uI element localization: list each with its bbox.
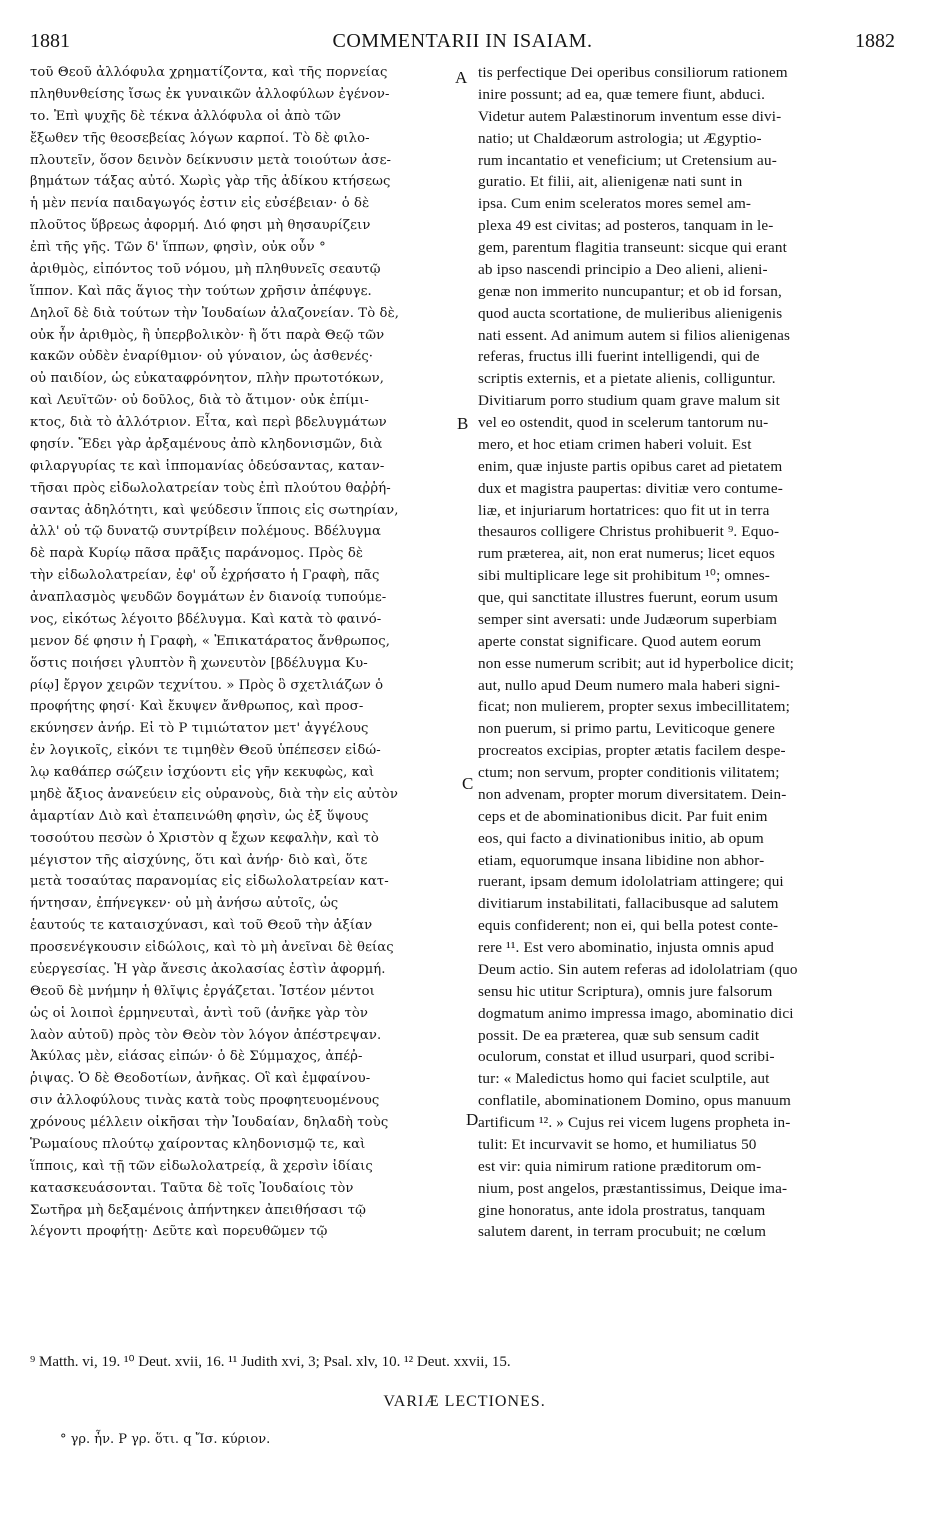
greek-text-line: προφήτης φησί· Καὶ ἔκυψεν ἄνθρωπος, καὶ προσ-	[30, 699, 364, 715]
greek-text-line: το. Ἐπὶ ψυχῆς δὲ τέκνα ἀλλόφυλα οἱ ἀπὸ τῶν	[30, 108, 341, 124]
footnotes: ⁹ Matth. vi, 19. ¹⁰ Deut. xvii, 16. ¹¹ Judith xvi, 3; Psal. xlv, 10. ¹² Deut. xxvii, 15.	[30, 1354, 511, 1370]
greek-text-line: φιλαργυρίας τε καὶ ἱππομανίας ὁδεύσαντας, καταν-	[30, 458, 385, 474]
greek-text-line: Σωτῆρα μὴ δεξαμένοις ἀπήντηκεν ἀπειθήσασι τῷ	[30, 1202, 366, 1218]
latin-text-line: eos, qui facto a divinationibus initio, ab opum	[478, 829, 764, 847]
latin-text-line: Videtur autem Palæstinorum inventum esse divi-	[478, 107, 782, 125]
latin-text-line: guratio. Et filii, ait, alienigenæ nati sunt in	[478, 173, 743, 191]
greek-text-line: Δηλοῖ δὲ διὰ τούτων τὴν Ἰουδαίων ἀλαζονείαν. Τὸ δὲ,	[30, 305, 400, 321]
greek-text-line: βημάτων τάξας αὐτό. Χωρὶς γὰρ τῆς ἀδίκου κτήσεως	[30, 174, 391, 190]
greek-text-line: ἀναπλασμὸς ψευδῶν δογμάτων ἐν διανοίᾳ τυπούμε-	[30, 590, 387, 605]
latin-text-line: rere ¹¹. Est vero abominatio, injusta omnis apud	[478, 939, 774, 956]
greek-text-line: ῥιψας. Ὁ δὲ Θεοδοτίων, ἀνῆκας. Οἳ καὶ ἐμφαίνου-	[30, 1071, 371, 1087]
greek-text-line: εκύνησεν ἀνήρ. Εἰ τὸ P τιμιώτατον μετ' ἀγγέλους	[30, 721, 369, 737]
latin-text-line: semper sint aversati: unde Judæorum superbiam	[478, 610, 778, 628]
latin-text-line: dux et magistra paupertas: divitiæ vero contume-	[478, 479, 783, 497]
latin-text-line: oculorum, constat et illud usurpari, quod scribi-	[478, 1048, 775, 1066]
latin-text-line: procreatos excipias, propter ætatis facilem despe-	[478, 742, 786, 760]
margin-letter-a: A	[455, 68, 468, 87]
greek-text-line: μέγιστον τῆς αἰσχύνης, ὅτι καὶ ἀνήρ· διὸ καὶ, ὅτε	[30, 852, 368, 868]
greek-text-line: ὅστις ποιήσει γλυπτὸν ἢ χωνευτὸν [βδέλυγμα Κυ-	[30, 655, 368, 671]
greek-text-line: τοῦ Θεοῦ ἀλλόφυλα χρηματίζοντα, καὶ τῆς πορνείας	[30, 65, 388, 80]
greek-text-line: ἡ μὲν πενία παιδαγωγός ἐστιν εἰς εὐσέβειαν· ὁ δὲ	[30, 196, 370, 212]
latin-text-line: ctum; non servum, propter conditionis vilitatem;	[478, 764, 780, 781]
greek-text-line: κατασκευάσονται. Ταῦτα δὲ τοῖς Ἰουδαίοις τὸν	[30, 1180, 354, 1196]
greek-text-line: σαντας ἀδηλότητι, καὶ ψεύδεσιν ἵπποις εἰς σωτηρίαν,	[30, 502, 399, 518]
greek-text-line: ἵππον. Καὶ πᾶς ἅγιος τὴν τούτων χρῆσιν ἀπέφυγε.	[30, 283, 372, 299]
latin-text-line: vel eo ostendit, quod in scelerum tantorum nu-	[478, 414, 769, 431]
greek-text-line: Ἀκύλας μὲν, εἰάσας εἰπών· ὁ δὲ Σύμμαχος, ἀπέῤ-	[30, 1049, 363, 1065]
latin-text-line: tulit: Et incurvavit se homo, et humiliatus 50	[478, 1135, 757, 1153]
greek-text-line: καὶ Λευϊτῶν· οὐ δοῦλος, διὰ τὸ ἄτιμον· οὐκ ἐπίμι-	[30, 393, 369, 409]
greek-text-line: ἔξωθεν τῆς θεοσεβείας λόγων καρποί. Τὸ δὲ φιλο-	[30, 130, 370, 146]
latin-column	[478, 62, 900, 1243]
greek-text-line: λέγοντι προφήτῃ· Δεῦτε καὶ πορευθῶμεν τῷ	[30, 1224, 328, 1240]
latin-text-line: conflatile, abominationem Domino, opus manuum	[478, 1092, 791, 1110]
latin-text-line: que, qui sanctitate illustres fuerunt, eorum usum	[478, 589, 779, 606]
latin-text-line: aut, nullo apud Deum numero mala haberi signi-	[478, 676, 781, 694]
latin-text-line: ficat; non mulierem, propter sexus imbecillitatem;	[478, 698, 791, 716]
greek-text-line: πληθυνθείσης ἴσως ἐκ γυναικῶν ἀλλοφύλων ἐγένον-	[30, 86, 390, 102]
latin-text-line: tur: « Maledictus homo qui faciet sculptile, aut	[478, 1070, 770, 1088]
latin-text-line: etiam, equorumque insana libidine non abhor-	[478, 851, 765, 869]
greek-text-line: σιν ἀλλοφύλους τινὰς κατὰ τοὺς προφητευομένους	[30, 1093, 380, 1109]
latin-text-line: nium, post angelos, præstantissimus, Deique ima-	[478, 1179, 788, 1197]
latin-text-line: plexa 49 est civitas; ad posteros, tanquam in le-	[478, 217, 774, 235]
greek-text-line: οὐ παιδίον, ὡς εὐκαταφρόνητον, πλὴν πρωτοτόκων,	[30, 371, 385, 387]
latin-text-line: Deum actio. Sin autem referas ad idololatriam (quo	[478, 960, 798, 978]
latin-text-line: quod aucta scortatione, de mulieribus alienigenis	[478, 304, 783, 322]
page-number-left: 1881	[30, 30, 70, 52]
greek-text-line: ἑαυτούς τε καταισχύνασι, καὶ τοῦ Θεοῦ τὴν ἀξίαν	[30, 918, 373, 934]
greek-text-line: νος, εἰκότως λέγοιτο βδέλυγμα. Καὶ κατὰ τὸ φαινό-	[30, 611, 382, 627]
greek-text-line: τοσούτου πεσὼν ὁ Χριστὸν q ἔχων κεφαλὴν, καὶ τὸ	[30, 830, 379, 846]
latin-text-line: equis confiderent; non ei, qui bella potest conte-	[478, 917, 779, 935]
latin-text-line: salutem darent, in terram procubuit; ne cœlum	[478, 1223, 767, 1241]
greek-text-line: πλουτεῖν, ὅσον δεινὸν δείκνυσιν μετὰ τοιούτων ἀσε-	[30, 152, 392, 168]
latin-text-line: ab ipso nascendi principio a Deo alieni, alieni-	[478, 260, 768, 278]
greek-text-line: ρίῳ] ἔργον χειρῶν τεχνίτου. » Πρὸς ὃ σχετλιάζων ὁ	[30, 677, 384, 693]
running-title: COMMENTARII IN ISAIAM.	[332, 30, 593, 52]
latin-text-line: ipsa. Cum enim sceleratos mores semel am-	[478, 195, 752, 213]
greek-text-line: πλοῦτος ὕβρεως ἀφορμή. Διό φησι μὴ θησαυρίζειν	[30, 218, 371, 234]
latin-text-line: artificum ¹². » Cujus rei vicem lugens propheta in-	[478, 1114, 791, 1131]
margin-letter-c: C	[462, 774, 474, 793]
greek-text-line: ἀριθμὸς, εἰπόντος τοῦ νόμου, μὴ πληθυνεῖς σεαυτῷ	[30, 261, 381, 277]
latin-text-line: non advenam, propter morum diversitatem. Dein-	[478, 785, 787, 803]
margin-letter-d: D	[466, 1110, 479, 1129]
latin-text-line: referas, fructus illi fuerint intelligendi, qui de	[478, 348, 760, 366]
variae-lectiones-heading: VARIÆ LECTIONES.	[383, 1393, 546, 1410]
latin-text-line: tis perfectique Dei operibus consiliorum rationem	[478, 64, 788, 81]
greek-column	[30, 62, 460, 1243]
greek-text-line: προσενέγκουσιν εἰδώλοις, καὶ τὸ μὴ ἀνεῖναι δὲ θείας	[30, 940, 394, 955]
greek-text-line: Ῥωμαίους πλούτῳ χαίροντας κληδονισμῷ τε, καὶ	[30, 1136, 366, 1152]
latin-text-line: non esse numerum scribit; aut id hyperbolice dicit;	[478, 654, 794, 672]
greek-text-line: δὲ παρὰ Κυρίῳ πᾶσα πρᾶξις παράνομος. Πρὸς δὲ	[30, 546, 364, 562]
margin-letter-b: B	[457, 414, 469, 433]
greek-text-line: μετὰ τοσαύτας παρανομίας εἰς εἰδωλολατρείαν κατ-	[30, 874, 389, 890]
greek-text-line: ἀλλ' οὐ τῷ δυνατῷ συντρίβειν πολέμους. Βδέλυγμα	[30, 524, 382, 540]
greek-text-line: κακῶν οὐδὲν ἐναρίθμιον· οὐ γύναιον, ὡς ἀσθενές·	[30, 349, 374, 365]
latin-text-line: non puerum, si primo partu, Leviticoque genere	[478, 720, 776, 738]
latin-text-line: genæ non immerito nuncupantur; et ob id forsan,	[478, 282, 782, 300]
greek-text-line: τῆσαι πρὸς εἰδωλολατρείαν τοὺς ἐπὶ πλούτου θαῤῥή-	[30, 480, 391, 496]
latin-text-line: dogmatum animo impressa imago, abominatio dici	[478, 1004, 794, 1022]
latin-text-line: est vir: quia nimirum ratione præditorum om-	[478, 1157, 762, 1175]
latin-text-line: gem, parentum flagitia transeunt: sicque qui erant	[478, 239, 788, 256]
greek-text-line: λαὸν αὐτοῦ) πρὸς τὸν Θεὸν τὸν λόγον ἀπέστρεψαν.	[30, 1027, 382, 1043]
latin-text-line: enim, quæ injuste partis opibus caret ad pietatem	[478, 457, 783, 475]
greek-text-line: ἵπποις, καὶ τῇ τῶν εἰδωλολατρείᾳ, ἃ χερσὶν ἰδίαις	[30, 1158, 373, 1174]
greek-text-line: ήντησαν, ἐπήνεγκεν· οὐ μὴ ἀνήσω αὐτοῖς, ὡς	[30, 896, 339, 912]
greek-text-line: ἐν λογικοῖς, εἰκόνι τε τιμηθὲν Θεοῦ ὑπέπεσεν εἰδώ-	[30, 743, 381, 759]
latin-text-line: Divitiarum porro studium quam grave malum sit	[478, 392, 781, 410]
greek-text-line: φησίν. Ἔδει γὰρ ἀρξαμένους ἀπὸ κληδονισμῶν, διὰ	[30, 436, 383, 452]
latin-text-line: thesauros colligere Christus prohibuerit ⁹. Equo-	[478, 523, 780, 541]
latin-text-line: ceps et de abominationibus dicit. Par fuit enim	[478, 807, 768, 825]
greek-text-line: ἁμαρτίαν Διὸ καὶ ἐταπεινώθη φησὶν, ὡς ἐξ ὕψους	[30, 808, 369, 824]
latin-text-line: mero, et hoc etiam crimen haberi voluit. Est	[478, 435, 752, 453]
greek-text-line: μηδὲ ἄξιος ἀνανεύειν εἰς οὐρανοὺς, διὰ τὴν εἰς αὐτὸν	[30, 786, 398, 802]
greek-text-line: μενον δέ φησιν ἡ Γραφὴ, « Ἐπικατάρατος ἄνθρωπος,	[30, 633, 390, 649]
greek-text-line: τὴν εἰδωλολατρείαν, ἐφ' οὗ ἐχρήσατο ἡ Γραφὴ, πᾶς	[30, 568, 380, 584]
page-header	[30, 30, 895, 58]
latin-text-line: sensu hic utitur Scriptura), omnis jure falsorum	[478, 982, 773, 1000]
latin-text-line: ruerant, ipsam demum idololatriam attingere; qui	[478, 873, 784, 891]
latin-text-line: possit. De ea præterea, quæ sub sensum cadit	[478, 1026, 760, 1044]
latin-text-line: liæ, et injuriarum hortatrices: quo fit ut in terra	[478, 501, 770, 519]
greek-text-line: Θεοῦ δὲ μνήμην ἡ θλῖψις ἐργάζεται. Ἰστέον μέντοι	[30, 983, 375, 999]
greek-text-line: κτος, διὰ τὸ ἀλλότριον. Εἶτα, καὶ περὶ βδελυγμάτων	[30, 415, 387, 430]
greek-text-line: χρόνους μέλλειν οἰκῆσαι τὴν Ἰουδαίαν, δηλαδὴ τοὺς	[30, 1115, 389, 1130]
latin-text-line: sibi multiplicare lege sit prohibitum ¹⁰; omnes-	[478, 567, 771, 585]
latin-text-line: scriptis externis, et a pietate alienis, colliguntur.	[478, 370, 776, 388]
latin-text-line: inire possunt; ad ea, quæ temere fiunt, abduci.	[478, 85, 766, 103]
latin-text-line: gine honoratus, ante idola prostratus, tanquam	[478, 1201, 766, 1219]
greek-text-line: ὡς οἱ λοιποὶ ἑρμηνευταὶ, ἀντὶ τοῦ (ἀνῆκε γὰρ τὸν	[30, 1005, 369, 1021]
latin-text-line: aperte constat significare. Quod autem eorum	[478, 632, 762, 650]
variant-readings: ° γρ. ἦν. P γρ. ὅτι. q Ἴσ. κύριον.	[60, 1432, 271, 1447]
latin-text-line: divitiarum instabilitati, fallacibusque ad salutem	[478, 895, 779, 913]
greek-text-line: οὐκ ἦν ἀριθμὸς, ἢ ὑπερβολικὸν· ἢ ὅτι παρὰ Θεῷ τῶν	[30, 327, 385, 343]
latin-text-line: natio; ut Chaldæorum astrologia; ut Ægyptio-	[478, 129, 762, 147]
greek-text-line: εὐεργεσίας. Ἡ γὰρ ἄνεσις ἀκολασίας ἐστὶν ἀφορμή.	[30, 961, 386, 977]
latin-text-line: rum incantatio et veneficium; ut Cretensium au-	[478, 151, 777, 169]
greek-text-line: λῳ καθάπερ σώζειν ἰσχύοντι εἰς γῆν κεκυφὼς, καὶ	[30, 765, 375, 780]
page-number-right: 1882	[855, 30, 895, 52]
latin-text-line: rum præterea, ait, non erat numerus; licet equos	[478, 545, 775, 563]
latin-text-line: nati essent. Ad animum autem si filios alienigenas	[478, 326, 791, 344]
greek-text-line: ἐπὶ τῆς γῆς. Τῶν δ' ἵππων, φησὶν, οὐκ οὖν °	[30, 240, 326, 255]
